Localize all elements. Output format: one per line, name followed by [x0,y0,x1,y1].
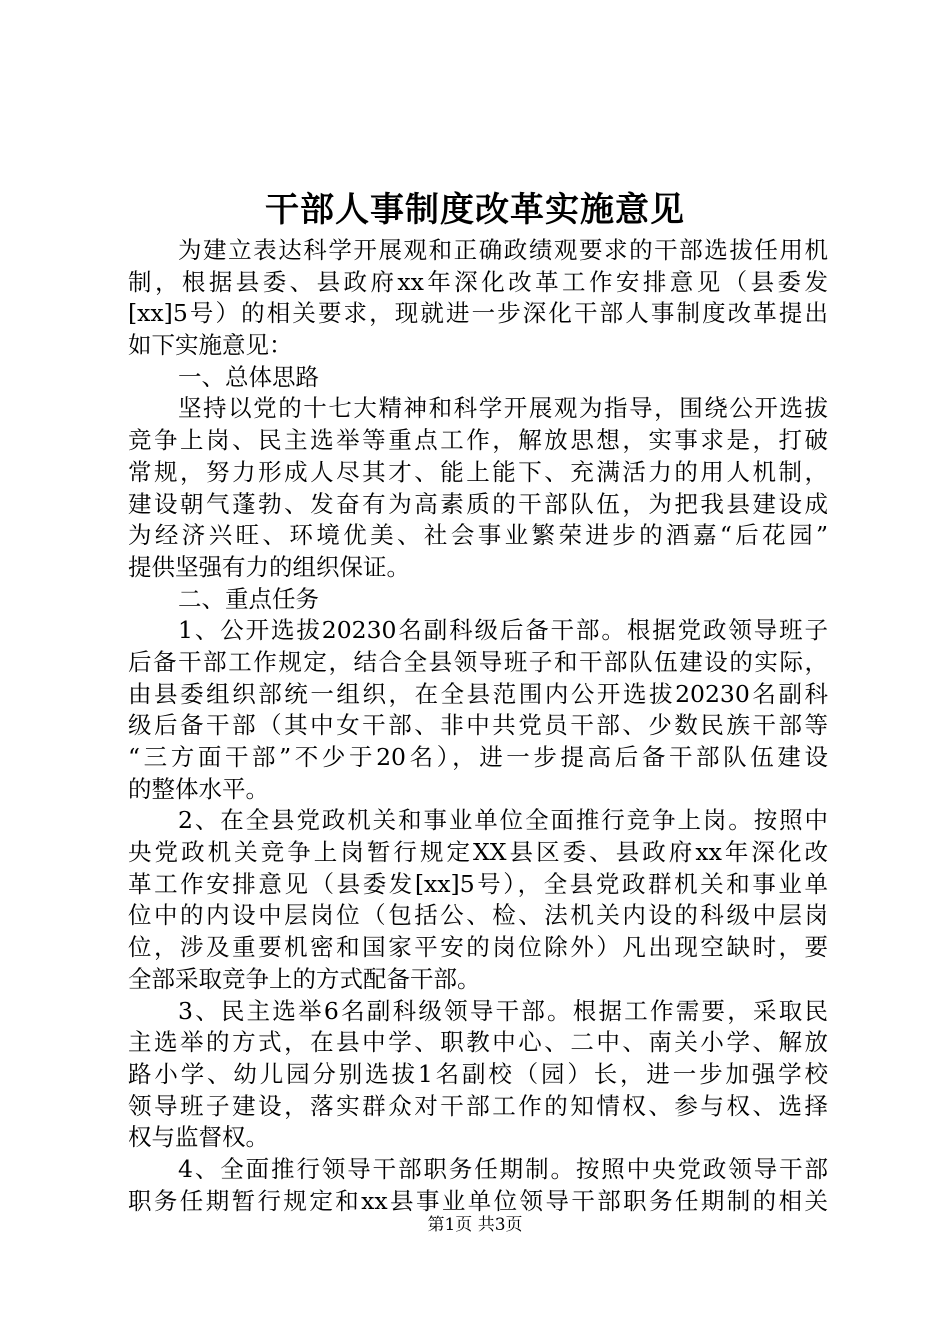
text-line: 为经济兴旺、环境优美、社会事业繁荣进步的酒嘉“后花园” [128,521,828,550]
text-line: 位中的内设中层岗位（包括公、检、法机关内设的科级中层岗 [128,901,828,930]
text-line: 后备干部工作规定，结合全县领导班子和干部队伍建设的实际， [128,647,828,676]
text-line: 职务任期暂行规定和xx县事业单位领导干部职务任期制的相关 [128,1186,828,1215]
text-line: 4、全面推行领导干部职务任期制。按照中央党政领导干部 [178,1154,828,1183]
document-title: 干部人事制度改革实施意见 [265,190,685,230]
text-line: 央党政机关竞争上岗暂行规定XX县区委、县政府xx年深化改 [128,838,828,867]
text-line: [xx]5号）的相关要求，现就进一步深化干部人事制度改革提出 [128,299,828,328]
text-line: 建设朝气蓬勃、发奋有为高素质的干部队伍，为把我县建设成 [128,489,828,518]
text-line: 提供坚强有力的组织保证。 [128,552,410,581]
text-line: 的整体水平。 [128,774,269,803]
text-line: 全部采取竞争上的方式配备干部。 [128,964,481,993]
text-line: 常规，努力形成人尽其才、能上能下、充满活力的用人机制， [128,457,828,486]
text-line: 领导班子建设，落实群众对干部工作的知情权、参与权、选择 [128,1091,828,1120]
text-line: 竞争上岗、民主选举等重点工作，解放思想，实事求是，打破 [128,426,828,455]
text-line: 路小学、幼儿园分别选拔1名副校（园）长，进一步加强学校 [128,1059,828,1088]
text-line: 革工作安排意见（县委发[xx]5号），全县党政群机关和事业单 [128,869,828,898]
text-line: 权与监督权。 [128,1123,269,1152]
page-footer: 第1页 共3页 [427,1215,523,1235]
text-line: 1、公开选拔20230名副科级后备干部。根据党政领导班子 [178,616,828,645]
text-line: “三方面干部”不少于20名），进一步提高后备干部队伍建设 [128,743,828,771]
text-line: 制，根据县委、县政府xx年深化改革工作安排意见（县委发 [128,267,828,296]
document-body [128,235,828,1217]
text-line: 一、总体思路 [178,362,319,391]
text-line: 由县委组织部统一组织，在全县范围内公开选拔20230名副科 [128,679,828,708]
text-line: 3、民主选举6名副科级领导干部。根据工作需要，采取民 [178,996,828,1025]
text-line: 主选举的方式，在县中学、职教中心、二中、南关小学、解放 [128,1028,828,1057]
text-line: 二、重点任务 [178,584,319,613]
text-line: 如下实施意见： [128,331,293,360]
text-line: 2、在全县党政机关和事业单位全面推行竞争上岗。按照中 [178,806,828,835]
text-line: 坚持以党的十七大精神和科学开展观为指导，围绕公开选拔 [178,394,828,423]
text-line: 级后备干部（其中女干部、非中共党员干部、少数民族干部等 [128,711,828,740]
text-line: 为建立表达科学开展观和正确政绩观要求的干部选拔任用机 [178,236,828,264]
text-line: 位，涉及重要机密和国家平安的岗位除外）凡出现空缺时，要 [128,933,828,962]
